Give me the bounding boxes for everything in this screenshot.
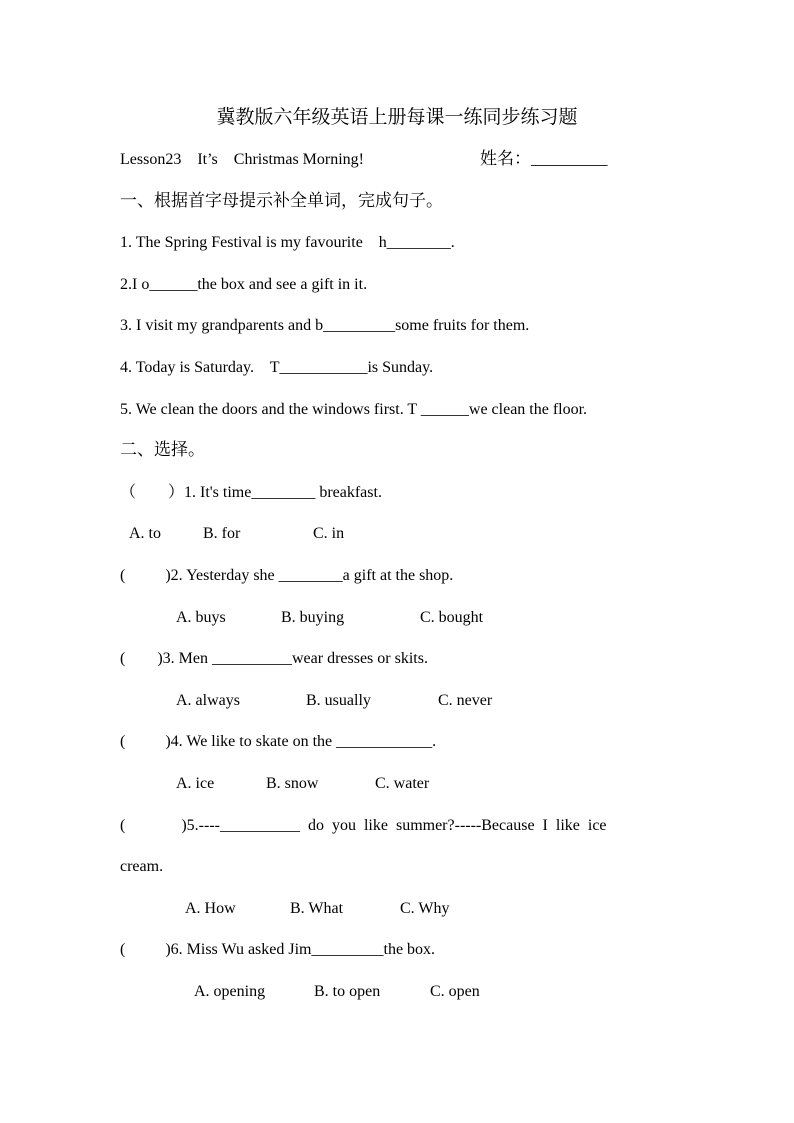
fill-item-1: 1. The Spring Festival is my favourite h________.: [120, 234, 455, 251]
lesson-heading: Lesson23 It’s Christmas Morning!: [120, 151, 364, 168]
q1-option-b: B. for: [203, 525, 241, 542]
q6-option-b: B. to open: [314, 983, 381, 1000]
choice-question-4: ( )4. We like to skate on the ____________.: [120, 733, 437, 750]
q4-option-a: A. ice: [176, 775, 215, 792]
document-title: 冀教版六年级英语上册每课一练同步练习题: [216, 107, 578, 128]
choice-question-2: ( )2. Yesterday she ________a gift at the shop.: [120, 567, 454, 584]
choice-question-3: ( )3. Men __________wear dresses or skits.: [120, 650, 428, 667]
q4-option-b: B. snow: [266, 775, 319, 792]
choice-question-5-continued: cream.: [120, 858, 164, 875]
q4-option-c: C. water: [375, 775, 430, 792]
q2-option-c: C. bought: [420, 609, 484, 626]
fill-item-4: 4. Today is Saturday. T___________is Sunday.: [120, 359, 434, 376]
choice-question-1: （ ）1. It's time________ breakfast.: [120, 484, 382, 501]
q3-option-c: C. never: [438, 692, 493, 709]
q2-option-b: B. buying: [281, 609, 345, 626]
fill-item-2: 2.I o______the box and see a gift in it.: [120, 276, 368, 293]
q5-option-b: B. What: [290, 900, 344, 917]
fill-item-5: 5. We clean the doors and the windows first. T ______we clean the floor.: [120, 401, 588, 418]
q3-option-a: A. always: [176, 692, 240, 709]
q1-option-c: C. in: [313, 525, 345, 542]
q5-option-a: A. How: [185, 900, 236, 917]
choice-question-6: ( )6. Miss Wu asked Jim_________the box.: [120, 941, 436, 958]
section2-heading: 二、选择。: [120, 440, 205, 459]
q5-option-c: C. Why: [400, 900, 450, 917]
q6-option-a: A. opening: [194, 983, 266, 1000]
section1-heading: 一、根据首字母提示补全单词，完成句子。: [120, 191, 443, 210]
choice-question-5: ( )5.----__________ do you like summer?-----Because I like ice: [120, 817, 607, 834]
q2-option-a: A. buys: [176, 609, 226, 626]
q6-option-c: C. open: [430, 983, 480, 1000]
fill-item-3: 3. I visit my grandparents and b_________some fruits for them.: [120, 317, 530, 334]
q1-option-a: A. to: [129, 525, 161, 542]
name-field-label: 姓名：_________: [480, 149, 608, 168]
q3-option-b: B. usually: [306, 692, 371, 709]
